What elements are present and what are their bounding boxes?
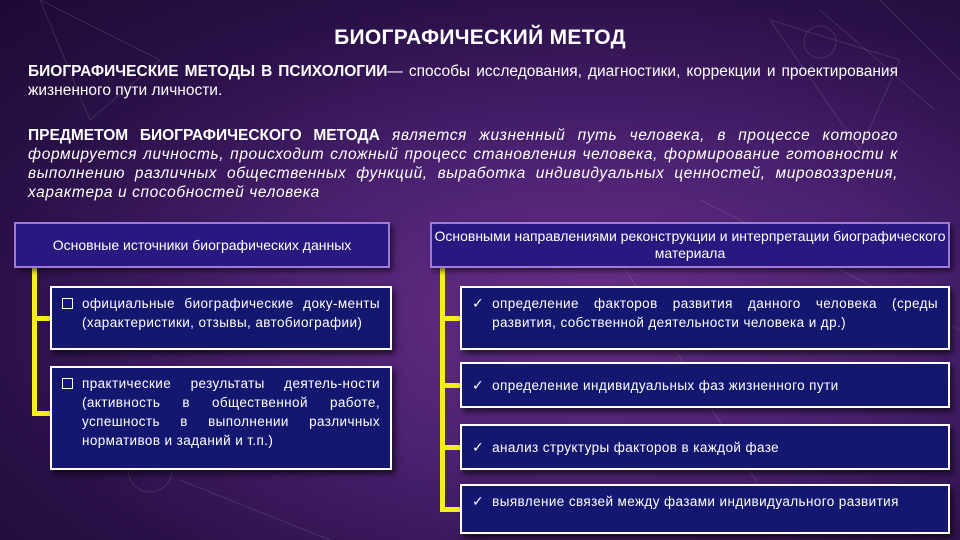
- page-title: БИОГРАФИЧЕСКИЙ МЕТОД: [334, 26, 626, 49]
- direction-item-1: [460, 286, 950, 350]
- left-connector-vertical: [32, 268, 37, 416]
- directions-header: Основными направлениями реконструкции и интерпретации биографического материала: [430, 222, 950, 268]
- method-subject: [28, 126, 898, 202]
- method-definition-text: — способы исследования, диагностики, коррекции и проектирования жизненного пути личности.: [28, 63, 898, 99]
- subject-term: ПРЕДМЕТОМ БИОГРАФИЧЕСКОГО МЕТОДА: [28, 127, 380, 144]
- left-connector-branch-1: [32, 316, 52, 321]
- source-item-2: [50, 366, 392, 470]
- sources-header: Основные источники биографических данных: [14, 222, 390, 268]
- direction-item-text: выявление связей между фазами индивидуального развития: [492, 494, 899, 509]
- source-item-text: практические результаты деятель-ности (активность в общественной работе, успешность в выполнении различных нормативов и заданий и т.п.): [82, 376, 380, 448]
- right-connector-branch-4: [440, 507, 462, 512]
- direction-item-3: [460, 424, 950, 470]
- checkmark-icon: ✓: [472, 295, 485, 311]
- subject-definition-text: является жизненный путь человека, в процессе которого формируется личность, происходит сложный процесс становления человека, формирование готовности к выполнению различных общественных функций, выработка индивидуальных ценностей, мировоззрения, характера и способностей человека: [28, 127, 898, 201]
- checkmark-icon: ✓: [472, 438, 485, 455]
- right-connector-vertical: [440, 268, 445, 512]
- left-connector-branch-2: [32, 411, 52, 416]
- source-item-text: официальные биографические доку-менты (характеристики, отзывы, автобиографии): [82, 296, 380, 330]
- source-item-1: [50, 286, 392, 350]
- square-bullet-icon: [62, 378, 73, 389]
- right-connector-branch-2: [440, 383, 462, 388]
- direction-item-2: [460, 362, 950, 408]
- direction-item-text: определение индивидуальных фаз жизненного пути: [492, 377, 839, 393]
- checkmark-icon: ✓: [472, 376, 485, 393]
- right-connector-branch-1: [440, 316, 462, 321]
- direction-item-text: анализ структуры факторов в каждой фазе: [492, 439, 780, 455]
- checkmark-icon: ✓: [472, 493, 485, 509]
- direction-item-4: [460, 484, 950, 534]
- right-connector-branch-3: [440, 445, 462, 450]
- method-definition: [28, 62, 898, 100]
- square-bullet-icon: [62, 298, 73, 309]
- method-term: БИОГРАФИЧЕСКИЕ МЕТОДЫ В ПСИХОЛОГИИ: [28, 63, 388, 80]
- direction-item-text: определение факторов развития данного человека (среды развития, собственной деятельности человека и др.): [492, 296, 938, 330]
